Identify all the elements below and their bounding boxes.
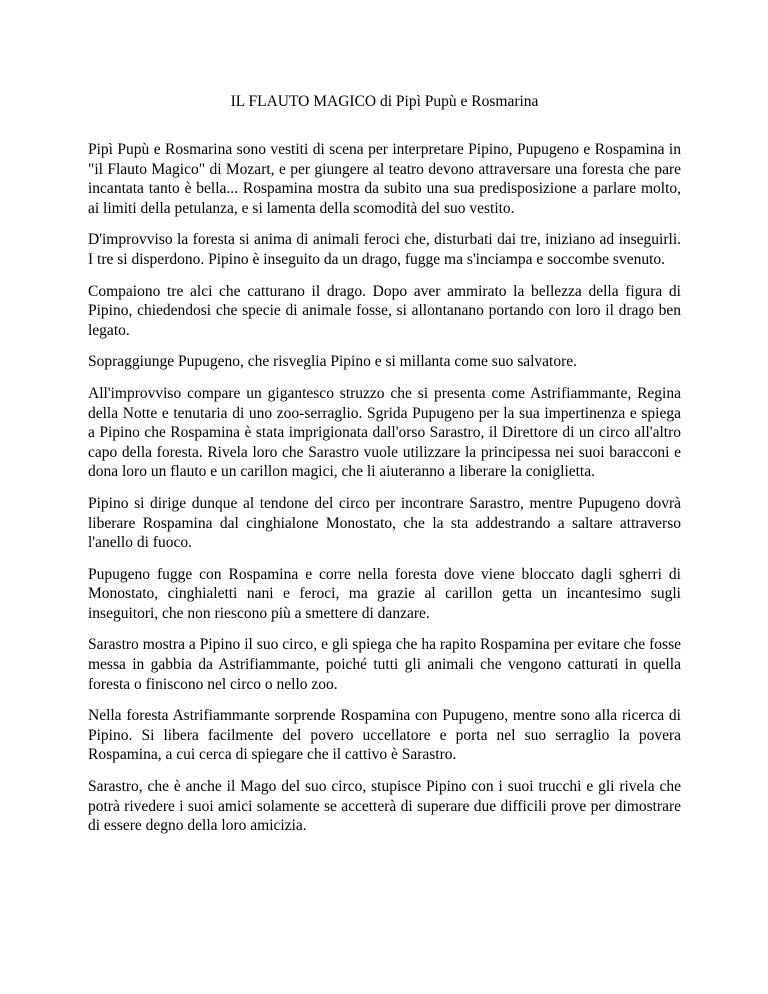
paragraph-6: Pipino si dirige dunque al tendone del circo per incontrare Sarastro, mentre Pupugeno dovrà liberare Rospamina dal cinghialone Monostato, che la sta addestrando a saltare attraverso l'anello di fuoco. [88, 494, 681, 552]
paragraph-1: Pipì Pupù e Rosmarina sono vestiti di scena per interpretare Pipino, Pupugeno e Rospamina in "il Flauto Magico" di Mozart, e per giungere al teatro devono attraversare una foresta che pare incantata tanto è bella... Rospamina mostra da subito una sua predisposizione a parlare molto, ai limiti della petulanza, e si lamenta della scomodità del suo vestito. [88, 141, 681, 217]
paragraph-2: D'improvviso la foresta si anima di animali feroci che, disturbati dai tre, iniziano ad inseguirli. I tre si disperdono. Pipino è inseguito da un drago, fugge ma s'inciampa e soccombe svenuto. [88, 231, 681, 268]
paragraph-3: Compaiono tre alci che catturano il drago. Dopo aver ammirato la bellezza della figura di Pipino, chiedendosi che specie di animale fosse, si allontanano portando con loro il drago ben legato. [88, 282, 681, 339]
document-body [88, 140, 681, 848]
paragraph-8: Sarastro mostra a Pipino il suo circo, e gli spiega che ha rapito Rospamina per evitare che fosse messa in gabbia da Astrifiammante, poiché tutti gli animali che vengono catturati in quella foresta o finiscono nel circo o nello zoo. [88, 636, 681, 693]
document-title: IL FLAUTO MAGICO di Pipì Pupù e Rosmarina [230, 93, 539, 110]
paragraph-7: Pupugeno fugge con Rospamina e corre nella foresta dove viene bloccato dagli sgherri di Monostato, cinghialetti nani e feroci, ma grazie al carillon getta un incantesimo sugli inseguitori, che non riescono più a smettere di danzare. [88, 565, 681, 622]
paragraph-4: Sopraggiunge Pupugeno, che risveglia Pipino e si millanta come suo salvatore. [88, 353, 578, 371]
paragraph-9: Nella foresta Astrifiammante sorprende Rospamina con Pupugeno, mentre sono alla ricerca di Pipino. Si libera facilmente del povero uccellatore e porta nel suo serraglio la povera Rospamina, a cui cerca di spiegare che il cattivo è Sarastro. [88, 707, 681, 764]
paragraph-5: All'improvviso compare un gigantesco struzzo che si presenta come Astrifiammante, Regina della Notte e tenutaria di uno zoo-serraglio. Sgrida Pupugeno per la sua impertinenza e spiega a Pipino che Rospamina è stata imprigionata dall'orso Sarastro, il Direttore di un circo all'altro capo della foresta. Rivela loro che Sarastro vuole utilizzare la principessa nei suoi baracconi e dona loro un flauto e un carillon magici, che li aiuteranno a liberare la coniglietta. [88, 384, 681, 481]
paragraph-10: Sarastro, che è anche il Mago del suo circo, stupisce Pipino con i suoi trucchi e gli rivela che potrà rivedere i suoi amici solamente se accetterà di superare due difficili prove per dimostrare di essere degno della loro amicizia. [88, 778, 681, 835]
